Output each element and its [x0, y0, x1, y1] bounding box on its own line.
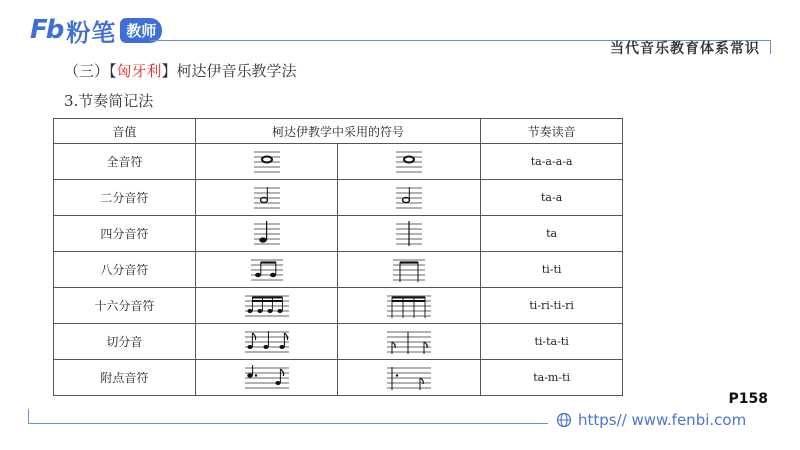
rhythm-notation-table	[53, 118, 623, 396]
staff-symbol-cell	[195, 180, 338, 216]
note-name: 八分音符	[54, 252, 196, 288]
staff-symbol-cell	[195, 288, 338, 324]
sixteenth-notes-stick-icon	[384, 292, 434, 320]
header-rhythm-syllable: 节奏读音	[481, 119, 623, 144]
website-url: https// www.fenbi.com	[578, 411, 747, 429]
stick-symbol-cell	[338, 288, 481, 324]
table-row	[54, 180, 623, 216]
table-row	[54, 144, 623, 180]
staff-symbol-cell	[195, 360, 338, 396]
sixteenth-notes-staff-icon	[242, 292, 292, 320]
stick-symbol-cell	[338, 180, 481, 216]
staff-symbol-cell	[195, 216, 338, 252]
header-divider-end	[770, 40, 771, 54]
table-row	[54, 216, 623, 252]
quarter-note-stick-icon	[392, 220, 426, 248]
website-link[interactable]	[556, 411, 746, 429]
stick-symbol-cell	[338, 144, 481, 180]
half-note-staff-icon	[250, 184, 284, 212]
table-row	[54, 252, 623, 288]
quarter-note-staff-icon	[250, 220, 284, 248]
note-name: 二分音符	[54, 180, 196, 216]
rhythm-syllable: ta	[481, 216, 623, 252]
logo-name: 粉笔	[66, 18, 117, 47]
note-name: 切分音	[54, 324, 196, 360]
stick-symbol-cell	[338, 216, 481, 252]
section-suffix: 】柯达伊音乐教学法	[161, 62, 297, 80]
note-name: 附点音符	[54, 360, 196, 396]
stick-symbol-cell	[338, 252, 481, 288]
rhythm-syllable: ta-m-ti	[481, 360, 623, 396]
table-row	[54, 288, 623, 324]
fenbi-logo	[30, 14, 162, 46]
note-name: 十六分音符	[54, 288, 196, 324]
globe-icon	[556, 412, 572, 428]
page-number: P158	[728, 391, 768, 407]
table-row	[54, 360, 623, 396]
table-row	[54, 324, 623, 360]
footer-divider-start	[28, 409, 29, 423]
rhythm-syllable: ti-ti	[481, 252, 623, 288]
eighth-notes-stick-icon	[389, 256, 429, 284]
whole-note-stick-icon	[392, 148, 426, 176]
footer-divider	[28, 423, 548, 424]
staff-symbol-cell	[195, 252, 338, 288]
section-title	[64, 60, 297, 81]
header-kodaly-symbol: 柯达伊教学中采用的符号	[195, 119, 481, 144]
table-header-row	[54, 119, 623, 144]
half-note-stick-icon	[392, 184, 426, 212]
rhythm-syllable: ti-ri-ti-ri	[481, 288, 623, 324]
section-prefix: （三）【	[64, 62, 117, 80]
rhythm-syllable: ti-ta-ti	[481, 324, 623, 360]
dotted-note-stick-icon	[384, 364, 434, 392]
course-title: 当代音乐教育体系常识	[610, 41, 760, 57]
logo-badge: 教师	[120, 18, 162, 43]
subsection-title: 3.节奏简记法	[64, 92, 154, 110]
header-note-value: 音值	[54, 119, 196, 144]
section-highlight: 匈牙利	[116, 62, 162, 80]
rhythm-syllable: ta-a-a-a	[481, 144, 623, 180]
stick-symbol-cell	[338, 324, 481, 360]
note-name: 全音符	[54, 144, 196, 180]
note-name: 四分音符	[54, 216, 196, 252]
stick-symbol-cell	[338, 360, 481, 396]
staff-symbol-cell	[195, 324, 338, 360]
syncopation-staff-icon	[242, 328, 292, 356]
dotted-note-staff-icon	[242, 364, 292, 392]
eighth-notes-staff-icon	[247, 256, 287, 284]
rhythm-syllable: ta-a	[481, 180, 623, 216]
staff-symbol-cell	[195, 144, 338, 180]
logo-mark: Fb	[30, 15, 63, 45]
whole-note-staff-icon	[250, 148, 284, 176]
syncopation-stick-icon	[384, 328, 434, 356]
